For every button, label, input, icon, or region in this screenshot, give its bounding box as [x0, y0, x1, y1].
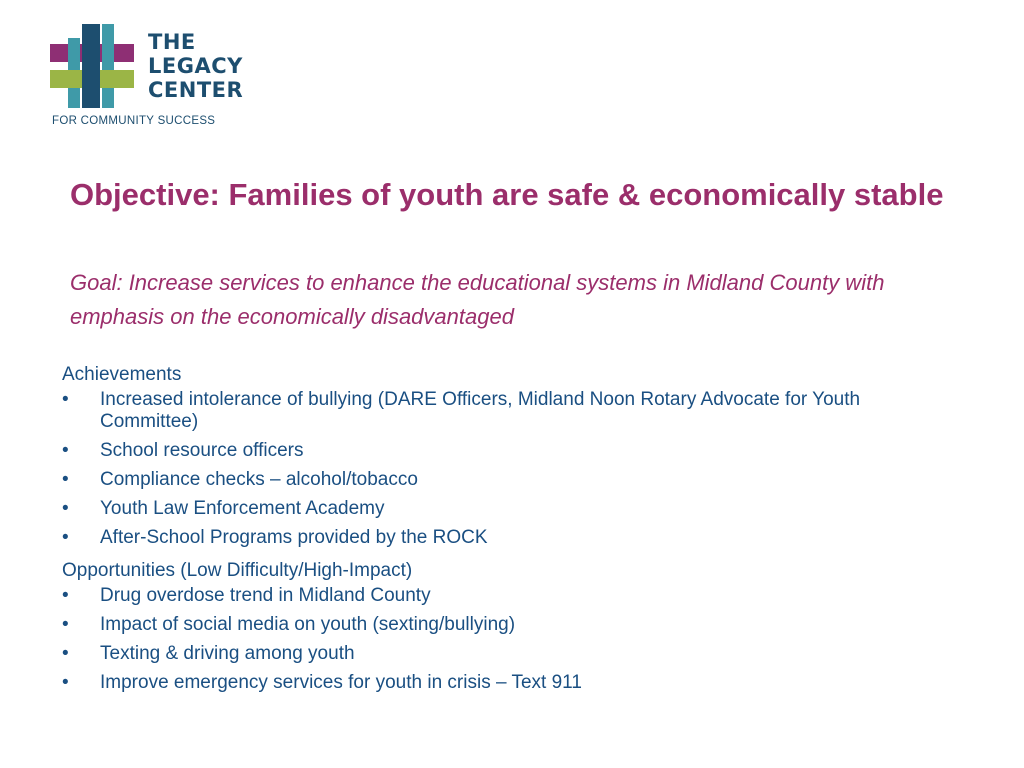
list-item	[62, 440, 962, 462]
achievements-section	[62, 360, 962, 549]
slide-title: Objective: Families of youth are safe & economically stable	[70, 177, 944, 212]
bullet-icon: •	[62, 469, 69, 490]
list-item	[62, 469, 962, 491]
list-item	[62, 389, 962, 433]
logo-wordmark	[148, 30, 243, 102]
legacy-center-logo	[50, 24, 270, 134]
list-item-text: Increased intolerance of bullying (DARE Officers, Midland Noon Rotary Advocate for Youth Committee)	[100, 389, 861, 432]
slide-goal: Goal: Increase services to enhance the educational systems in Midland County with emphasis on the economically disadvantaged	[70, 270, 885, 329]
list-item	[62, 614, 962, 636]
list-item-text: Youth Law Enforcement Academy	[100, 498, 385, 519]
logo-line-3: CENTER	[148, 78, 244, 102]
bullet-icon: •	[62, 672, 69, 693]
bullet-icon: •	[62, 440, 69, 461]
opportunities-section	[62, 556, 962, 694]
list-item	[62, 498, 962, 520]
list-item-text: School resource officers	[100, 440, 304, 461]
list-item-text: After-School Programs provided by the ROCK	[100, 527, 488, 548]
achievements-heading: Achievements	[62, 364, 182, 385]
list-item-text: Improve emergency services for youth in crisis – Text 911	[100, 672, 582, 693]
logo-cross-icon	[50, 24, 140, 114]
opportunities-heading: Opportunities (Low Difficulty/High-Impact)	[62, 560, 413, 581]
bullet-icon: •	[62, 498, 69, 519]
logo-tagline: FOR COMMUNITY SUCCESS	[52, 115, 216, 127]
opportunities-list	[62, 585, 962, 694]
slide-body	[62, 360, 962, 701]
list-item-text: Texting & driving among youth	[100, 643, 355, 664]
logo-line-2: LEGACY	[148, 54, 243, 78]
bullet-icon: •	[62, 585, 69, 606]
list-item	[62, 672, 962, 694]
list-item	[62, 585, 962, 607]
list-item	[62, 643, 962, 665]
list-item-text: Impact of social media on youth (sexting/bullying)	[100, 614, 516, 635]
list-item-text: Compliance checks – alcohol/tobacco	[100, 469, 418, 490]
achievements-list	[62, 389, 962, 549]
list-item-text: Drug overdose trend in Midland County	[100, 585, 431, 606]
bullet-icon: •	[62, 614, 69, 635]
bullet-icon: •	[62, 389, 69, 410]
logo-line-1: THE	[148, 30, 196, 54]
bullet-icon: •	[62, 643, 69, 664]
list-item	[62, 527, 962, 549]
bullet-icon: •	[62, 527, 69, 548]
